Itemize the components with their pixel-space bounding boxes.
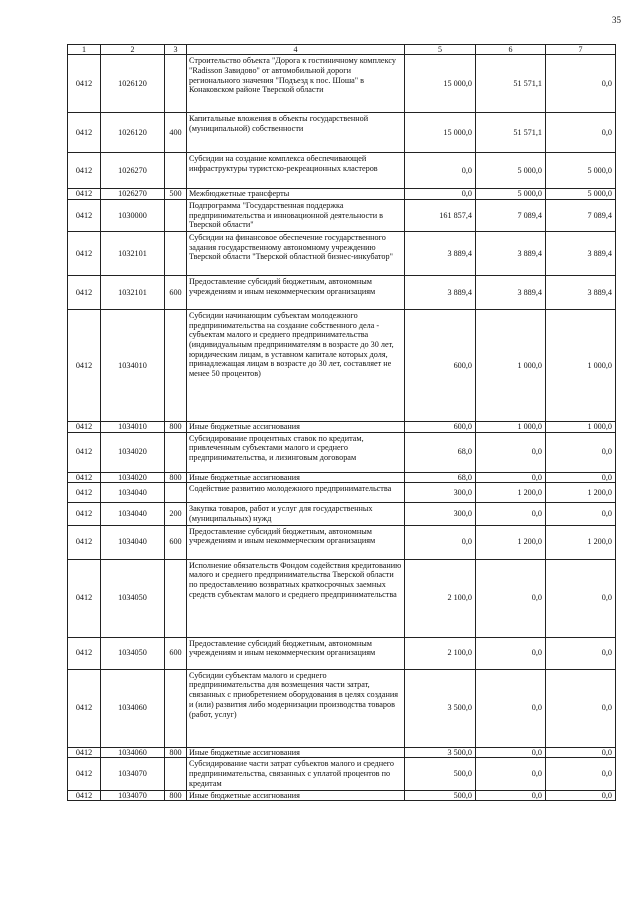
cell-amount-3: 1 200,0 [546, 483, 616, 503]
cell-expense-type [165, 200, 187, 232]
cell-section-code: 0412 [68, 559, 101, 637]
cell-target-article: 1034050 [101, 559, 165, 637]
cell-description: Субсидирование процентных ставок по кредитам, привлеченным субъектами малого и среднего предпринимательства, и лизинговым договорам [187, 432, 405, 472]
table-row [68, 747, 616, 758]
cell-amount-3: 1 000,0 [546, 310, 616, 422]
cell-expense-type [165, 310, 187, 422]
cell-section-code: 0412 [68, 432, 101, 472]
cell-amount-1: 3 500,0 [405, 669, 476, 747]
cell-expense-type: 500 [165, 189, 187, 200]
budget-table [67, 44, 616, 801]
header-col-2: 2 [101, 45, 165, 55]
cell-amount-2: 1 000,0 [476, 422, 546, 433]
cell-description: Межбюджетные трансферты [187, 189, 405, 200]
table-row [68, 276, 616, 310]
cell-amount-3: 5 000,0 [546, 189, 616, 200]
cell-amount-1: 300,0 [405, 483, 476, 503]
cell-amount-3: 0,0 [546, 113, 616, 153]
cell-section-code: 0412 [68, 153, 101, 189]
table-row [68, 310, 616, 422]
cell-amount-3: 0,0 [546, 637, 616, 669]
cell-amount-2: 7 089,4 [476, 200, 546, 232]
cell-amount-1: 161 857,4 [405, 200, 476, 232]
table-row [68, 422, 616, 433]
cell-target-article: 1034020 [101, 432, 165, 472]
cell-target-article: 1034060 [101, 669, 165, 747]
table-row [68, 232, 616, 276]
cell-target-article: 1034070 [101, 758, 165, 790]
cell-amount-3: 1 000,0 [546, 422, 616, 433]
cell-expense-type: 800 [165, 790, 187, 801]
cell-target-article: 1034010 [101, 422, 165, 433]
cell-amount-1: 3 889,4 [405, 276, 476, 310]
table-row [68, 758, 616, 790]
cell-description: Иные бюджетные ассигнования [187, 422, 405, 433]
cell-expense-type: 400 [165, 113, 187, 153]
cell-target-article: 1026270 [101, 153, 165, 189]
cell-expense-type [165, 483, 187, 503]
cell-target-article: 1034020 [101, 472, 165, 483]
cell-expense-type: 800 [165, 472, 187, 483]
cell-section-code: 0412 [68, 276, 101, 310]
cell-amount-3: 1 200,0 [546, 525, 616, 559]
cell-expense-type [165, 669, 187, 747]
cell-description: Закупка товаров, работ и услуг для государственных (муниципальных) нужд [187, 503, 405, 525]
cell-amount-1: 0,0 [405, 189, 476, 200]
cell-expense-type [165, 758, 187, 790]
cell-target-article: 1030000 [101, 200, 165, 232]
cell-section-code: 0412 [68, 422, 101, 433]
cell-amount-2: 0,0 [476, 432, 546, 472]
cell-amount-3: 0,0 [546, 669, 616, 747]
cell-amount-2: 0,0 [476, 559, 546, 637]
cell-amount-3: 0,0 [546, 503, 616, 525]
cell-target-article: 1026270 [101, 189, 165, 200]
cell-amount-1: 3 500,0 [405, 747, 476, 758]
cell-amount-1: 500,0 [405, 758, 476, 790]
cell-description: Содействие развитию молодежного предпринимательства [187, 483, 405, 503]
cell-amount-1: 600,0 [405, 310, 476, 422]
cell-amount-2: 0,0 [476, 472, 546, 483]
cell-target-article: 1034040 [101, 503, 165, 525]
cell-amount-2: 1 200,0 [476, 483, 546, 503]
cell-description: Подпрограмма "Государственная поддержка предпринимательства и инновационной деятельности в Тверской области" [187, 200, 405, 232]
cell-description: Предоставление субсидий бюджетным, автономным учреждениям и иным некоммерческим организациям [187, 525, 405, 559]
cell-expense-type: 800 [165, 422, 187, 433]
cell-section-code: 0412 [68, 483, 101, 503]
cell-amount-1: 3 889,4 [405, 232, 476, 276]
cell-section-code: 0412 [68, 200, 101, 232]
cell-description: Иные бюджетные ассигнования [187, 790, 405, 801]
cell-expense-type: 600 [165, 276, 187, 310]
cell-amount-1: 2 100,0 [405, 637, 476, 669]
cell-amount-2: 3 889,4 [476, 232, 546, 276]
cell-description: Предоставление субсидий бюджетным, автономным учреждениям и иным некоммерческим организациям [187, 637, 405, 669]
cell-target-article: 1034040 [101, 525, 165, 559]
table-row [68, 503, 616, 525]
cell-amount-2: 5 000,0 [476, 153, 546, 189]
cell-amount-1: 0,0 [405, 525, 476, 559]
cell-section-code: 0412 [68, 55, 101, 113]
cell-description: Иные бюджетные ассигнования [187, 747, 405, 758]
cell-amount-2: 5 000,0 [476, 189, 546, 200]
cell-target-article: 1026120 [101, 55, 165, 113]
cell-amount-3: 0,0 [546, 55, 616, 113]
header-col-6: 6 [476, 45, 546, 55]
cell-amount-1: 15 000,0 [405, 55, 476, 113]
cell-target-article: 1034070 [101, 790, 165, 801]
cell-description: Субсидии на финансовое обеспечение государственного задания государственному автономному учреждению Тверской области "Тверской областной бизнес-инкубатор" [187, 232, 405, 276]
cell-section-code: 0412 [68, 310, 101, 422]
cell-target-article: 1032101 [101, 276, 165, 310]
header-col-5: 5 [405, 45, 476, 55]
table-row [68, 525, 616, 559]
cell-amount-3: 0,0 [546, 559, 616, 637]
cell-amount-2: 0,0 [476, 790, 546, 801]
table-row [68, 483, 616, 503]
cell-section-code: 0412 [68, 790, 101, 801]
cell-section-code: 0412 [68, 758, 101, 790]
header-col-4: 4 [187, 45, 405, 55]
cell-description: Субсидирование части затрат субъектов малого и среднего предпринимательства, связанных с уплатой процентов по кредитам [187, 758, 405, 790]
cell-amount-2: 51 571,1 [476, 113, 546, 153]
table-row [68, 669, 616, 747]
cell-amount-3: 5 000,0 [546, 153, 616, 189]
cell-target-article: 1026120 [101, 113, 165, 153]
cell-section-code: 0412 [68, 113, 101, 153]
header-col-3: 3 [165, 45, 187, 55]
cell-section-code: 0412 [68, 232, 101, 276]
cell-amount-1: 300,0 [405, 503, 476, 525]
cell-amount-1: 68,0 [405, 432, 476, 472]
cell-amount-2: 0,0 [476, 747, 546, 758]
cell-section-code: 0412 [68, 747, 101, 758]
cell-amount-2: 0,0 [476, 637, 546, 669]
cell-amount-2: 51 571,1 [476, 55, 546, 113]
cell-target-article: 1034040 [101, 483, 165, 503]
cell-expense-type: 800 [165, 747, 187, 758]
cell-description: Субсидии начинающим субъектам молодежного предпринимательства на создание собственного дела - субъектам малого и среднего предпринимательства (индивидуальным предпринимателям в возрасте до 30 лет, юридическим лицам, в уставном капитале которых доля, принадлежащая лицам в возрасте до 30 лет, составляет не менее 50 процентов) [187, 310, 405, 422]
cell-amount-2: 1 000,0 [476, 310, 546, 422]
cell-expense-type [165, 55, 187, 113]
table-row [68, 432, 616, 472]
header-col-7: 7 [546, 45, 616, 55]
cell-amount-2: 1 200,0 [476, 525, 546, 559]
cell-expense-type [165, 232, 187, 276]
table-row [68, 559, 616, 637]
table-row [68, 472, 616, 483]
cell-description: Иные бюджетные ассигнования [187, 472, 405, 483]
cell-amount-1: 0,0 [405, 153, 476, 189]
cell-amount-2: 0,0 [476, 503, 546, 525]
cell-amount-3: 0,0 [546, 790, 616, 801]
page-number: 35 [612, 15, 621, 25]
cell-expense-type: 600 [165, 637, 187, 669]
header-col-1: 1 [68, 45, 101, 55]
cell-expense-type [165, 153, 187, 189]
cell-amount-3: 0,0 [546, 747, 616, 758]
cell-target-article: 1034050 [101, 637, 165, 669]
cell-amount-3: 0,0 [546, 472, 616, 483]
cell-amount-3: 7 089,4 [546, 200, 616, 232]
cell-amount-1: 500,0 [405, 790, 476, 801]
cell-amount-1: 2 100,0 [405, 559, 476, 637]
cell-expense-type [165, 559, 187, 637]
cell-description: Строительство объекта "Дорога к гостиничному комплексу "Radisson Завидово" от автомобильной дороги регионального значения "Подъезд к пос. Шоша" в Конаковском районе Тверской области [187, 55, 405, 113]
cell-amount-2: 3 889,4 [476, 276, 546, 310]
cell-section-code: 0412 [68, 525, 101, 559]
cell-amount-3: 3 889,4 [546, 232, 616, 276]
cell-target-article: 1034060 [101, 747, 165, 758]
cell-description: Предоставление субсидий бюджетным, автономным учреждениям и иным некоммерческим организациям [187, 276, 405, 310]
cell-section-code: 0412 [68, 669, 101, 747]
cell-amount-1: 600,0 [405, 422, 476, 433]
cell-expense-type [165, 432, 187, 472]
cell-expense-type: 200 [165, 503, 187, 525]
cell-amount-1: 15 000,0 [405, 113, 476, 153]
table-row [68, 153, 616, 189]
cell-target-article: 1034010 [101, 310, 165, 422]
cell-target-article: 1032101 [101, 232, 165, 276]
table-row [68, 113, 616, 153]
cell-section-code: 0412 [68, 503, 101, 525]
cell-description: Капитальные вложения в объекты государственной (муниципальной) собственности [187, 113, 405, 153]
cell-amount-2: 0,0 [476, 758, 546, 790]
cell-expense-type: 600 [165, 525, 187, 559]
table-row [68, 637, 616, 669]
cell-description: Субсидии субъектам малого и среднего предпринимательства для возмещения части затрат, связанных с приобретением оборудования в целях создания и (или) развития либо модернизации производства товаров (работ, услуг) [187, 669, 405, 747]
table-row [68, 55, 616, 113]
cell-section-code: 0412 [68, 637, 101, 669]
cell-description: Исполнение обязательств Фондом содействия кредитованию малого и среднего предпринимательства Тверской области по предоставлению возвратных краткосрочных заемных средств субъектам малого и среднего предпринимательства [187, 559, 405, 637]
table-row [68, 189, 616, 200]
cell-section-code: 0412 [68, 189, 101, 200]
table-row [68, 200, 616, 232]
header-row [68, 45, 616, 55]
cell-description: Субсидии на создание комплекса обеспечивающей инфраструктуры туристско-рекреационных кластеров [187, 153, 405, 189]
cell-amount-2: 0,0 [476, 669, 546, 747]
cell-amount-1: 68,0 [405, 472, 476, 483]
cell-section-code: 0412 [68, 472, 101, 483]
cell-amount-3: 0,0 [546, 758, 616, 790]
cell-amount-3: 0,0 [546, 432, 616, 472]
table-row [68, 790, 616, 801]
cell-amount-3: 3 889,4 [546, 276, 616, 310]
